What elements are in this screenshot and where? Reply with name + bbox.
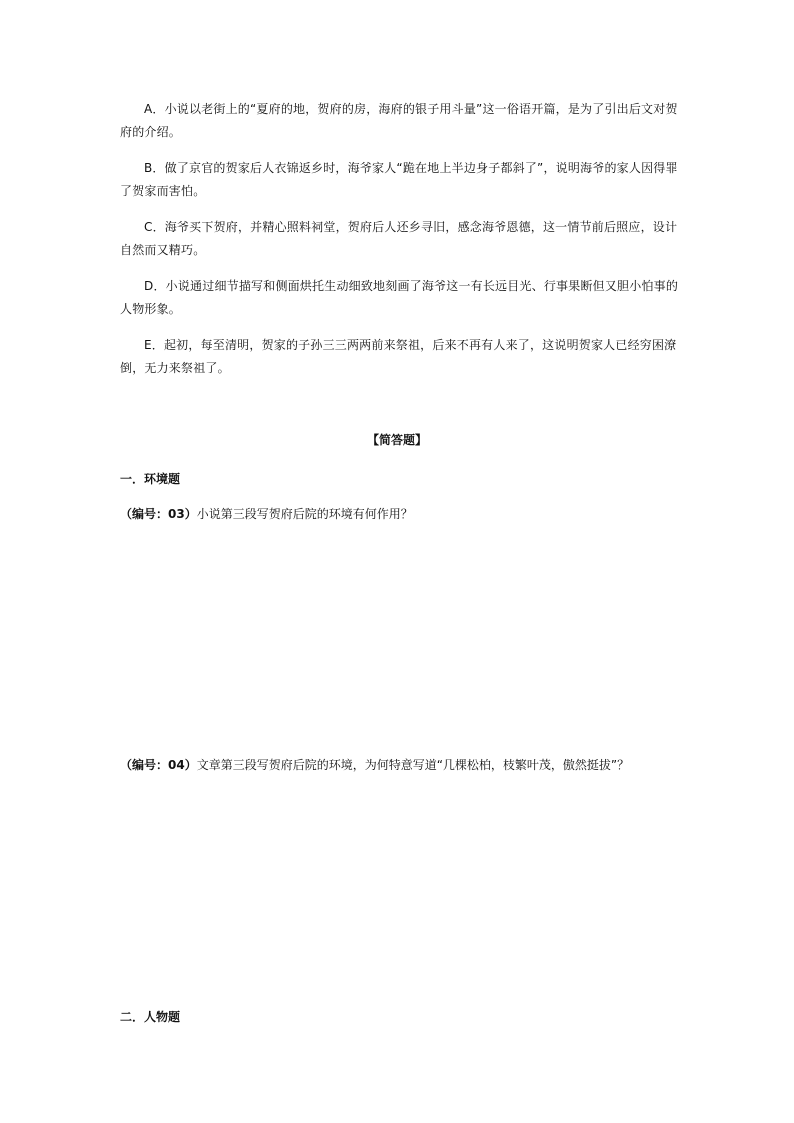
question-text: 文章第三段写贺府后院的环境，为何特意写道“几棵松柏，枝繁叶茂，傲然挺拔”？: [196, 758, 630, 772]
option-a: A．小说以老街上的“夏府的地，贺府的房，海府的银子用斗量”这一俗语开篇，是为了引出后文对贺府的介绍。: [120, 102, 678, 139]
option-e: E．起初，每至清明，贺家的子孙三三两两前来祭祖，后来不再有人来了，这说明贺家人已经穷困潦倒，无力来祭祖了。: [120, 338, 677, 375]
option-d: D．小说通过细节描写和侧面烘托生动细致地刻画了海爷这一有长远目光、行事果断但又胆小怕事的人物形象。: [120, 279, 679, 316]
option-b: B．做了京官的贺家后人衣锦返乡时，海爷家人“跪在地上半边身子都斜了”，说明海爷的家人因得罪了贺家而害怕。: [120, 161, 678, 198]
question-number: （编号：03）: [120, 507, 197, 521]
part-two-heading: 二．人物题: [120, 1010, 181, 1024]
option-c: C．海爷买下贺府，并精心照料祠堂，贺府后人还乡寻旧，感念海爷恩德，这一情节前后照应，设计自然而又精巧。: [120, 220, 678, 257]
question-04: [120, 756, 680, 773]
question-03: [120, 505, 680, 522]
question-number: （编号：04）: [120, 758, 197, 772]
section-title: 【简答题】: [366, 433, 427, 447]
part-one-heading: 一．环境题: [120, 472, 181, 486]
question-text: 小说第三段写贺府后院的环境有何作用？: [196, 507, 413, 521]
